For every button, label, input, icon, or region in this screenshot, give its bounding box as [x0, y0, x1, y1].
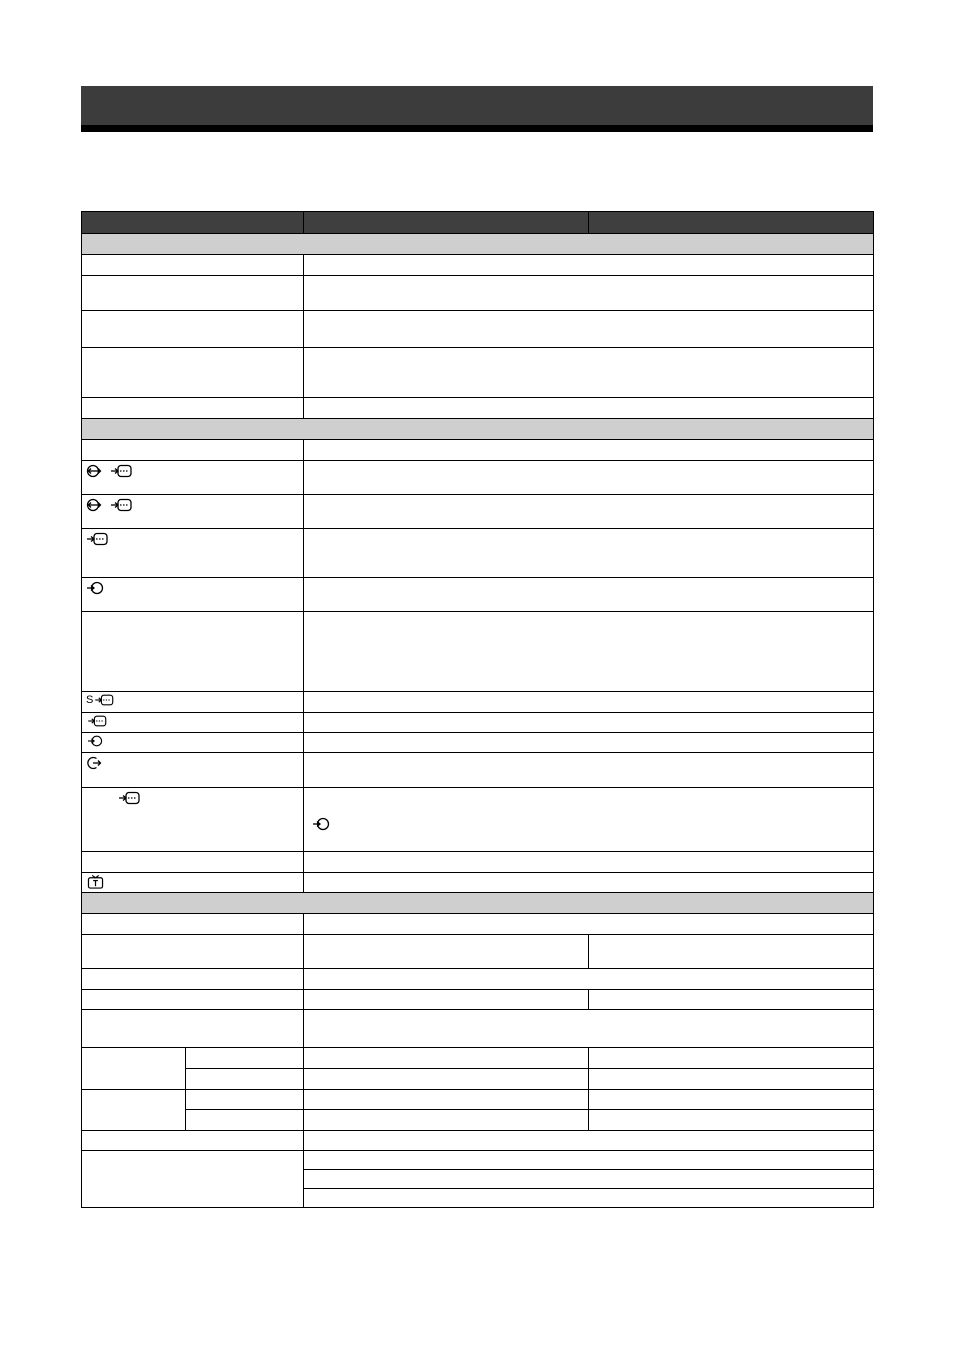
video-input-icon: [116, 790, 142, 806]
table-row: [82, 1110, 874, 1131]
header-cell: [589, 212, 874, 234]
table-row: [82, 529, 874, 578]
table-row: [82, 733, 874, 753]
table-row: [82, 1048, 874, 1069]
title-underline: [81, 125, 873, 132]
specifications-table: [81, 211, 874, 1208]
section-title: [82, 234, 874, 255]
s-video-label: S: [86, 693, 94, 706]
section-row: [82, 419, 874, 440]
table-row: [82, 1090, 874, 1110]
table-row: [82, 311, 874, 348]
table-row: [82, 1069, 874, 1090]
video-input-icon: [110, 497, 132, 513]
video-input-icon: [110, 463, 132, 479]
table-header-row: [82, 212, 874, 234]
audio-input-icon: [312, 816, 330, 832]
table-row: [82, 1010, 874, 1048]
header-cell: [82, 212, 304, 234]
table-row: [82, 276, 874, 311]
table-row: [82, 348, 874, 398]
table-row: [82, 990, 874, 1010]
table-row: [82, 578, 874, 612]
table-row: [82, 612, 874, 692]
monitor-icon: [86, 874, 105, 889]
table-row: [82, 969, 874, 990]
table-row: [82, 935, 874, 969]
table-row: [82, 692, 874, 713]
section-title: [82, 893, 874, 914]
video-input-icon: [86, 714, 108, 728]
table-row: [82, 495, 874, 529]
header-cell: [304, 212, 589, 234]
audio-output-icon: [86, 755, 102, 771]
table-row: [82, 852, 874, 873]
table-row: [82, 788, 874, 852]
section-row: [82, 234, 874, 255]
page-title-band: [81, 86, 873, 125]
table-row: [82, 914, 874, 935]
table-row: [82, 440, 874, 461]
audio-input-icon: [86, 734, 104, 748]
video-input-icon: [86, 531, 108, 547]
audio-input-icon: [86, 580, 104, 596]
table-row: [82, 461, 874, 495]
table-row: [82, 398, 874, 419]
table-row: [82, 255, 874, 276]
table-row: [82, 753, 874, 788]
section-row: [82, 893, 874, 914]
table-row: [82, 873, 874, 893]
input-output-jack-icon: [86, 497, 102, 513]
input-output-jack-icon: [86, 463, 102, 479]
table-row: [82, 713, 874, 733]
table-row: [82, 1131, 874, 1151]
section-title: [82, 419, 874, 440]
table-row: [82, 1151, 874, 1170]
s-video-input-icon: [93, 693, 115, 707]
